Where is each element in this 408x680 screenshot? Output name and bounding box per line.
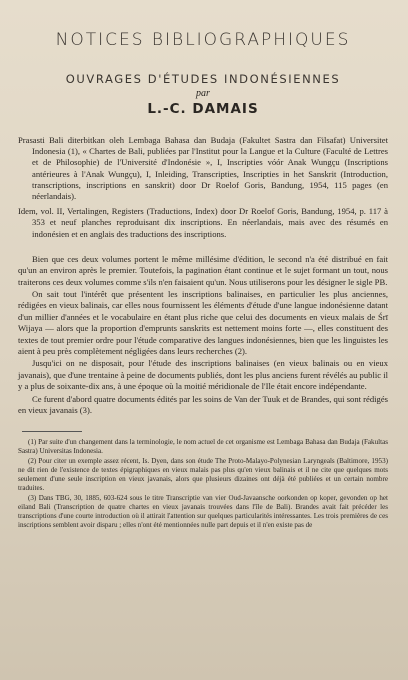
body-paragraph: Ce furent d'abord quatre documents édités par les soins de Van der Tuuk et de Brandes, qui sont rédigés en vieux javanais (3). bbox=[18, 393, 388, 416]
body-paragraph: Bien que ces deux volumes portent le même millésime d'édition, le second n'a été distribué en fait qu'un an environ après le premier. Toutefois, la pagination étant continue et le sujet formant un tout, nous traiterons ces deux volumes comme s'ils n'en faisaient qu'un. Nous utiliserons pour les désigner le sigle PB. bbox=[18, 253, 388, 287]
article-title: OUVRAGES D'ÉTUDES INDONÉSIENNES bbox=[65, 72, 341, 86]
byline-par: par bbox=[196, 88, 210, 99]
footnote: (3) Dans TBG, 30, 1885, 603-624 sous le titre Transcriptie van vier Oud-Javaansche oorkonden op koper, gevonden op het eiland Bali (Transcription de quatre chartes en vieux javanais trouvées dans l'île de Bali). Brandes avait fait précéder les transcriptions d'une courte introduction où il attirait l'attention sur quelques particularités intéressantes. Les trois premières de ces inscriptions semblent avoir disparu ; elles n'ont été mentionnées nulle part depuis et il n'en existe pas de bbox=[18, 493, 388, 529]
body-paragraph: On sait tout l'intérêt que présentent les inscriptions balinaises, en particulier les plus anciennes, rédigées en vieux balinais, car elles nous fournissent les éléments d'étude d'une langue indonésienne datant d'un millier d'années et le vocabulaire en étant plus riche que celui des documents en vieux malais de Śrī Wijaya — alors que la proportion d'emprunts sanskrits est nettement moins forte —, elles constituent des textes de tout premier ordre pour l'étude comparative des langues indonésiennes, bien que les linguistes les aient à peu près complètement négligées dans leurs recherches (2). bbox=[18, 289, 388, 357]
bibliographic-reference: Prasasti Bali diterbitkan oleh Lembaga Bahasa dan Budaja (Fakultet Sastra dan Filsafat) Universitet Indonesia (1), « Chartes de Bali, publiées par l'Institut pour la Langue et la Culture (Faculté de Lettres et de Philosophie) de l'Université d'Indonésie », I, Inscripties vóór Anak Wungçu (Inscriptions antérieures à l'Anak Wungçu), I, Inleiding, Transcripties, Inscripties in het Sanskrit (Introduction, transcriptions, inscriptions en sanskrit) door Dr Roelof Goris, Bandung, 1954, 115 pages (en néerlandais). bbox=[18, 135, 388, 202]
footnote: (1) Par suite d'un changement dans la terminologie, le nom actuel de cet organisme est Lembaga Bahasa dan Budaja (Fakultas Sastra) Universitas Indonesia. bbox=[18, 437, 388, 455]
footnote: (2) Pour citer un exemple assez récent, Is. Dyen, dans son étude The Proto-Malayo-Polynesian Laryngeals (Baltimore, 1953) ne dit rien de l'existence de textes épigraphiques en vieux malais pas plus qu'en vieux balinais et il ne cite que quelques mots seulement d'une seule inscription en vieux javanais, alors que plusieurs dizaines ont déjà été publiées et un certain nombre traduites. bbox=[18, 456, 388, 492]
section-heading: NOTICES BIBLIOGRAPHIQUES bbox=[55, 30, 351, 50]
footnote-divider bbox=[22, 431, 82, 432]
body-paragraph: Jusqu'ici on ne disposait, pour l'étude des inscriptions balinaises (en vieux balinais ou en vieux javanais), que d'une trentaine à peine de documents publiés, dont les plus anciens furent révélés au public il y a plus de soixante-dix ans, à une époque où la moitié méridionale de l'Ile était encore indépendante. bbox=[18, 358, 388, 392]
bibliographic-reference: Idem, vol. II, Vertalingen, Registers (Traductions, Index) door Dr Roelof Goris, Bandung, 1954, p. 117 à 353 et neuf planches reproduisant dix inscriptions. En néerlandais, mais avec des résumés en indonésien et en anglais des traductions des inscriptions. bbox=[18, 206, 388, 239]
author-name: L.-C. DAMAIS bbox=[147, 101, 259, 117]
